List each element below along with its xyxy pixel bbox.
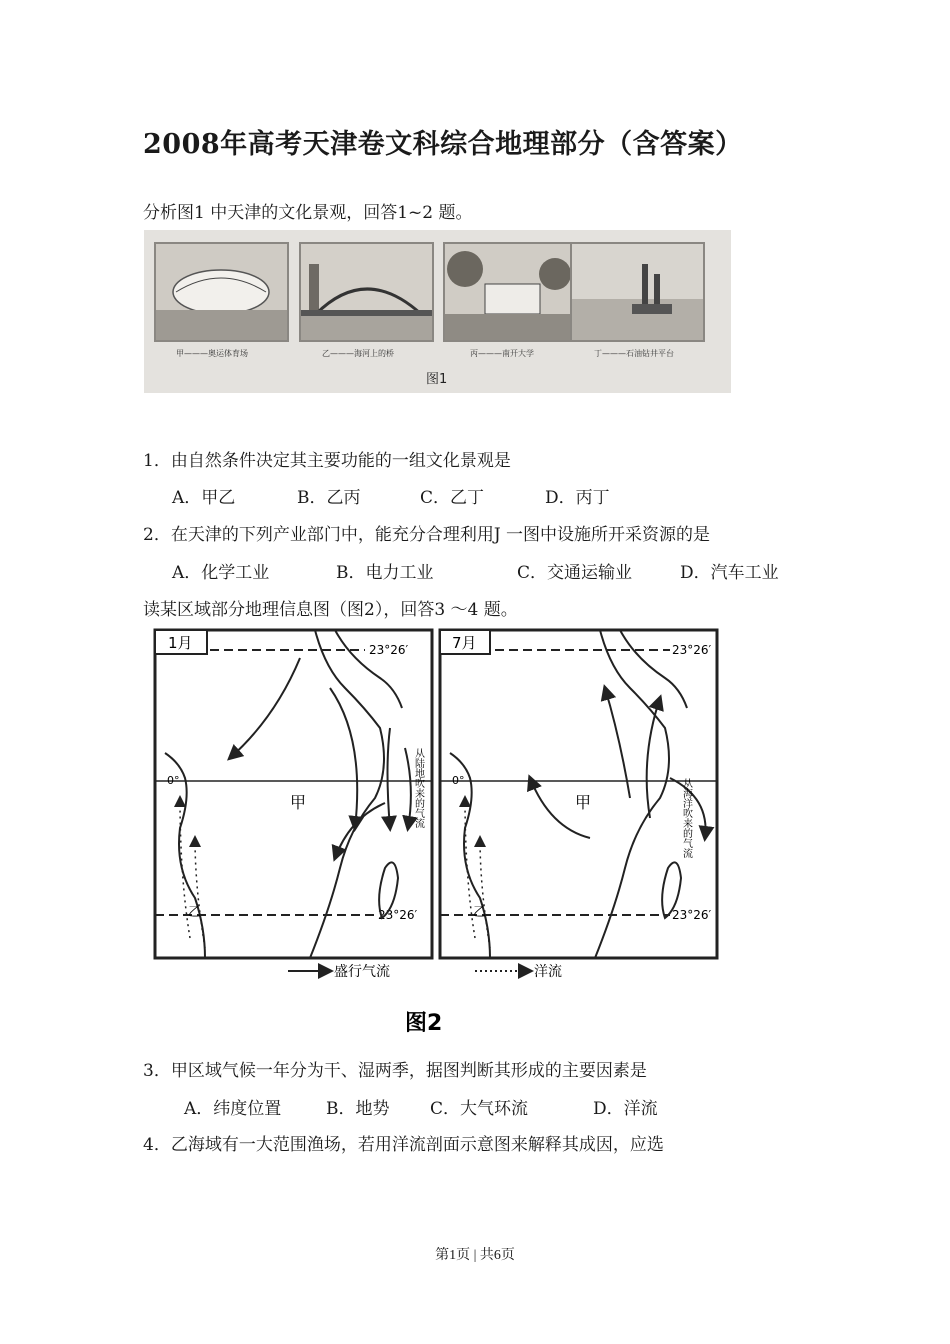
region-jia-left: 甲 [290, 793, 307, 812]
equator-right: 0° [452, 774, 465, 787]
map-january [155, 630, 432, 958]
lat-south-left: 23°26′ [378, 908, 418, 922]
region-yi-right: 乙 [473, 905, 487, 920]
lat-north-right: 23°26′ [672, 643, 712, 657]
q2-option-d: D．汽车工业 [680, 563, 779, 583]
region-yi-left: 乙 [188, 905, 202, 920]
q1-option-b: B．乙丙 [297, 488, 361, 508]
figure-2 [150, 628, 720, 1040]
legend-current: 洋流 [534, 964, 562, 980]
q3-option-c: C．大气环流 [430, 1099, 529, 1119]
page-title: 2008年高考天津卷文科综合地理部分（含答案） [143, 129, 743, 160]
q1-option-d: D．丙丁 [545, 488, 610, 508]
label-july: 7月 [452, 634, 477, 652]
photo-university [443, 242, 578, 342]
caption-ding: 丁———石油钻井平台 [594, 349, 674, 358]
q3-option-a: A．纬度位置 [184, 1099, 282, 1119]
figure-2-label: 图2 [405, 1011, 443, 1036]
question-4: 4．乙海域有一大范围渔场，若用洋流剖面示意图来解释其成因，应选 [143, 1135, 664, 1155]
figure-1-label: 图1 [426, 372, 448, 387]
legend-wind: 盛行气流 [334, 964, 390, 980]
figure-1 [144, 230, 731, 393]
note-land-wind: 从陆地吹来的气流 [412, 748, 424, 828]
photo-oil-platform [570, 242, 705, 342]
lat-south-right: 23°26′ [672, 908, 712, 922]
photo-stadium [154, 242, 289, 342]
page-footer: 第1页 | 共6页 [435, 1248, 515, 1263]
caption-yi: 乙———海河上的桥 [322, 349, 394, 358]
region-jia-right: 甲 [575, 793, 592, 812]
intro-q1-2: 分析图1 中天津的文化景观，回答1~2 题。 [143, 203, 473, 223]
map-july [440, 630, 717, 958]
caption-bing: 丙———南开大学 [470, 349, 534, 358]
label-january: 1月 [168, 634, 193, 652]
note-sea-wind: 从海洋吹来的气流 [680, 778, 692, 858]
question-3: 3．甲区域气候一年分为干、湿两季，据图判断其形成的主要因素是 [143, 1061, 647, 1081]
q2-option-b: B．电力工业 [336, 563, 434, 583]
q3-option-d: D．洋流 [593, 1099, 658, 1119]
q2-option-a: A．化学工业 [172, 563, 270, 583]
figure-2-legend [288, 963, 562, 980]
question-1: 1．由自然条件决定其主要功能的一组文化景观是 [143, 451, 511, 471]
equator-left: 0° [167, 774, 180, 787]
q2-option-c: C．交通运输业 [517, 563, 633, 583]
intro-q3-4: 读某区域部分地理信息图（图2），回答3 ～4 题。 [143, 600, 518, 620]
question-2: 2．在天津的下列产业部门中，能充分合理利用J 一图中设施所开采资源的是 [143, 525, 711, 545]
caption-jia: 甲———奥运体育场 [176, 349, 248, 358]
photo-bridge [299, 242, 434, 342]
q1-option-a: A．甲乙 [172, 488, 236, 508]
q1-option-c: C．乙丁 [420, 488, 485, 508]
q3-option-b: B．地势 [326, 1099, 390, 1119]
lat-north-left: 23°26′ [369, 643, 409, 657]
